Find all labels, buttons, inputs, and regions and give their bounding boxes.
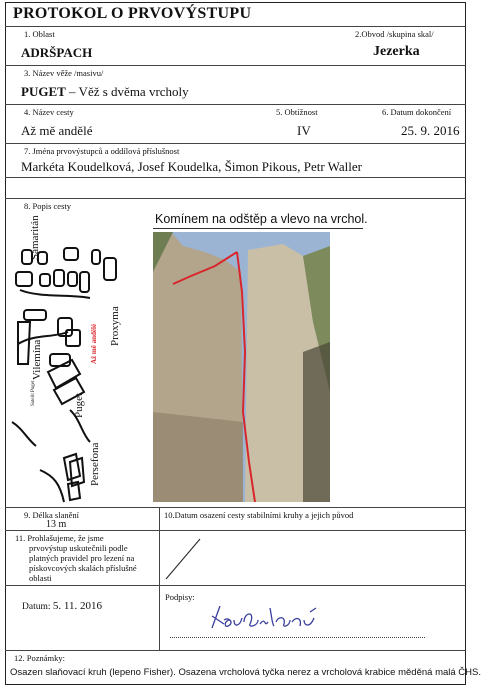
divider bbox=[5, 585, 466, 586]
route-name-value: Až mě andělé bbox=[21, 123, 93, 138]
divider bbox=[5, 104, 466, 105]
map-label-vilemina: Vilemína bbox=[31, 339, 43, 380]
map-rock bbox=[40, 274, 50, 286]
map-label-samaritan: Samaritán bbox=[29, 215, 41, 260]
district-label: 2.Obvod /skupina skal/ bbox=[355, 29, 434, 39]
divider bbox=[5, 143, 466, 144]
rock-shadow bbox=[153, 412, 243, 502]
rock-shadow bbox=[303, 342, 330, 502]
declaration-text bbox=[15, 533, 137, 583]
rappel-label: 9. Délka slanění bbox=[24, 510, 79, 520]
declaration-line: oblasti bbox=[29, 573, 52, 583]
tower-name: PUGET bbox=[21, 84, 66, 99]
notes-text: Osazen slaňovací kruh (lepeno Fisher). Osazena vrcholová tyčka nerez a vrcholová krabice měděná malá ČHS. bbox=[10, 667, 481, 678]
map-label-proxyma: Proxyma bbox=[109, 306, 121, 346]
map-rock bbox=[24, 310, 46, 320]
divider bbox=[5, 650, 466, 651]
signature-date-label: Datum: bbox=[22, 602, 51, 612]
map-label-route: Až mě andělé bbox=[90, 323, 98, 364]
map-rock bbox=[80, 272, 89, 292]
map-label-puget: Puget bbox=[73, 392, 85, 418]
signatures-label: Podpisy: bbox=[165, 592, 195, 602]
tower-label: 3. Název věže /masivu/ bbox=[24, 68, 104, 78]
signature-date-value: 5. 11. 2016 bbox=[52, 600, 102, 612]
divider bbox=[5, 65, 466, 66]
divider bbox=[5, 177, 466, 178]
map-label-persefona: Persefona bbox=[89, 442, 101, 486]
underline bbox=[153, 228, 363, 229]
route-name-label: 4. Název cesty bbox=[24, 107, 74, 117]
map-path bbox=[12, 422, 36, 446]
anchors-label: 10.Datum osazení cesty stabilními kruhy a jejich původ bbox=[164, 510, 354, 520]
tower-description: – Věž s dvěma vrcholy bbox=[65, 84, 189, 99]
route-description-text: Komínem na odštěp a vlevo na vrchol. bbox=[155, 212, 368, 226]
area-label: 1. Oblast bbox=[24, 29, 55, 39]
declaration-line: prvovýstup uskutečnili podle bbox=[29, 543, 128, 553]
map-rock bbox=[64, 248, 78, 260]
map-rock bbox=[92, 250, 100, 264]
signature-date bbox=[22, 600, 102, 612]
signature-image bbox=[200, 598, 330, 638]
district-value: Jezerka bbox=[373, 44, 420, 59]
difficulty-label: 5. Obtížnost bbox=[276, 107, 318, 117]
difficulty-value: IV bbox=[297, 123, 311, 138]
climbers-value: Markéta Koudelková, Josef Koudelka, Šimon Pikous, Petr Waller bbox=[21, 159, 362, 174]
climbers-label: 7. Jména prvovýstupců a oddílová příslušnost bbox=[24, 146, 180, 156]
divider bbox=[5, 198, 466, 199]
declaration-line: pískovcových skalách příslušné bbox=[29, 563, 137, 573]
signature-stroke bbox=[212, 606, 316, 628]
rappel-value: 13 m bbox=[46, 519, 67, 530]
map-path bbox=[18, 332, 68, 344]
map-rock bbox=[104, 258, 116, 280]
divider bbox=[5, 530, 466, 531]
tower-value bbox=[21, 84, 189, 100]
notes-label: 12. Poznámky: bbox=[14, 653, 65, 663]
signature-line bbox=[170, 637, 425, 638]
map-rock bbox=[54, 270, 64, 286]
map-rock bbox=[68, 272, 77, 286]
map-path bbox=[40, 470, 64, 502]
slash-mark bbox=[160, 531, 210, 585]
divider bbox=[5, 26, 466, 27]
map-label-small: Satelit Puget bbox=[31, 380, 36, 406]
map-rock bbox=[50, 354, 70, 366]
completion-date-value: 25. 9. 2016 bbox=[401, 123, 460, 138]
area-value: ADRŠPACH bbox=[21, 45, 93, 60]
page-title: PROTOKOL O PRVOVÝSTUPU bbox=[13, 5, 252, 22]
map-rock bbox=[16, 272, 32, 286]
route-photo bbox=[153, 232, 330, 502]
route-map bbox=[10, 214, 150, 508]
declaration-line: platných pravidel pro lezení na bbox=[29, 553, 135, 563]
slash-line bbox=[166, 539, 200, 579]
declaration-line: 11. Prohlašujeme, že jsme bbox=[15, 533, 104, 543]
route-description-label: 8. Popis cesty bbox=[24, 201, 71, 211]
completion-date-label: 6. Datum dokončení bbox=[382, 107, 452, 117]
